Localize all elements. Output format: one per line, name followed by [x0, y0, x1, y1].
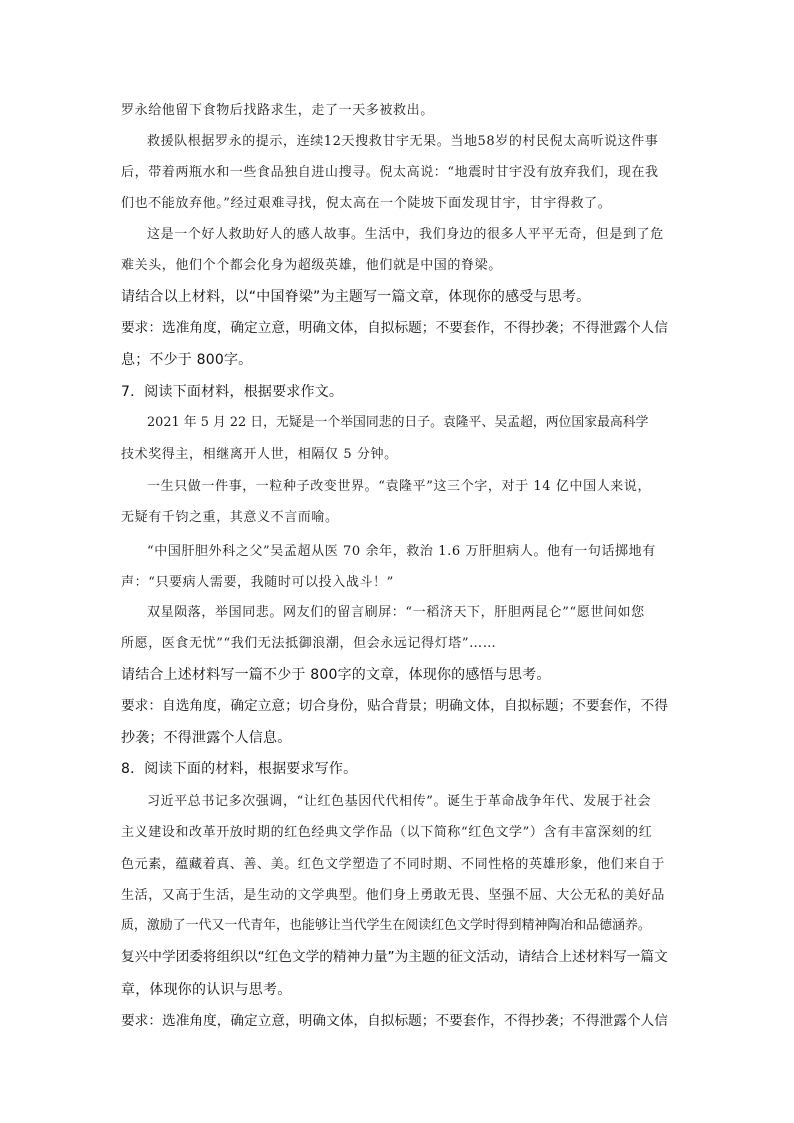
paragraph-line: 后，带着两瓶水和一些食品独自进山搜寻。倪太高说：“地震时甘宇没有放弃我们，现在我 [121, 165, 659, 180]
prompt-line: 复兴中学团委将组织以“红色文学的精神力量”为主题的征文活动，请结合上述材料写一篇文 [121, 949, 668, 965]
requirement-line: 抄袭；不得泄露个人信息。 [121, 730, 292, 746]
requirement-line: 要求：选准角度，确定立意，明确文体，自拟标题；不要套作，不得抄袭；不得泄露个人信 [121, 320, 668, 336]
paragraph-line: 习近平总书记多次强调，“让红色基因代代相传”。诞生于革命战争年代、发展于社会 [147, 794, 652, 809]
paragraph-line: 一生只做一件事，一粒种子改变世界。“袁隆平”这三个字，对于 14 亿中国人来说， [147, 479, 652, 494]
paragraph-line: 生活，又高于生活，是生动的文学典型。他们身上勇敢无畏、坚强不屈、大公无私的美好品 [121, 888, 666, 903]
paragraph-line: 色元素，蕴藏着真、善、美。红色文学塑造了不同时期、不同性格的英雄形象，他们来自于 [121, 857, 666, 872]
requirement-line: 要求：自选角度，确定立意；切合身份，贴合背景；明确文体，自拟标题；不要套作，不得 [121, 698, 668, 714]
question-heading: 8．阅读下面的材料，根据要求写作。 [121, 761, 358, 777]
prompt-line: 章，体现你的认识与思考。 [121, 982, 292, 998]
paragraph-line: 所愿，医食无忧”“我们无法抵御浪潮，但会永远记得灯塔”…… [121, 636, 497, 651]
paragraph-line: 声：“只要病人需要，我随时可以投入战斗！” [121, 575, 394, 590]
paragraph-line: 主义建设和改革开放时期的红色经典文学作品（以下简称“红色文学”）含有丰富深刻的红 [121, 825, 653, 840]
question-heading: 7．阅读下面材料，根据要求作文。 [121, 384, 344, 400]
paragraph-line: 质，激励了一代又一代青年，也能够让当代学生在阅读红色文学时得到精神陶冶和品德涵养。 [121, 918, 651, 933]
paragraph-line: 们也不能放弃他。”经过艰难寻找，倪太高在一个陡坡下面发现甘宇，甘宇得救了。 [121, 196, 612, 211]
prompt-line: 请结合上述材料写一篇不少于 800字的文章，体现你的感悟与思考。 [121, 667, 551, 683]
paragraph-line: 难关头，他们个个都会化身为超级英雄，他们就是中国的脊梁。 [121, 258, 502, 273]
paragraph-line: 这是一个好人救助好人的感人故事。生活中，我们身边的很多人平平无奇，但是到了危 [147, 227, 664, 242]
prompt-line: 请结合以上材料，以“中国脊梁”为主题写一篇文章，体现你的感受与思考。 [121, 289, 591, 305]
requirement-line: 息；不少于 800字。 [121, 352, 253, 368]
paragraph-line: 救援队根据罗永的提示，连续12天搜救甘宇无果。当地58岁的村民倪太高听说这件事 [147, 134, 659, 149]
paragraph-line: 2021 年 5 月 22 日，无疑是一个举国同悲的日子。袁隆平、吴孟超，两位国家最高科学 [147, 415, 649, 430]
requirement-line: 要求：选准角度，确定立意，明确文体，自拟标题；不要套作，不得抄袭；不得泄露个人信 [121, 1013, 668, 1029]
paragraph-line: 无疑有千钧之重，其意义不言而喻。 [121, 510, 339, 525]
paragraph-line: 罗永给他留下食物后找路求生，走了一天多被救出。 [121, 103, 434, 118]
paragraph-line: 技术奖得主，相继离开人世，相隔仅 5 分钟。 [121, 447, 398, 462]
paragraph-line: 双星陨落，举国同悲。网友们的留言刷屏：“一稻济天下，肝胆两昆仑”“愿世间如您 [147, 605, 645, 620]
paragraph-line: “中国肝胆外科之父”吴孟超从医 70 余年，救治 1.6 万肝胆病人。他有一句话掷地有 [147, 544, 656, 559]
